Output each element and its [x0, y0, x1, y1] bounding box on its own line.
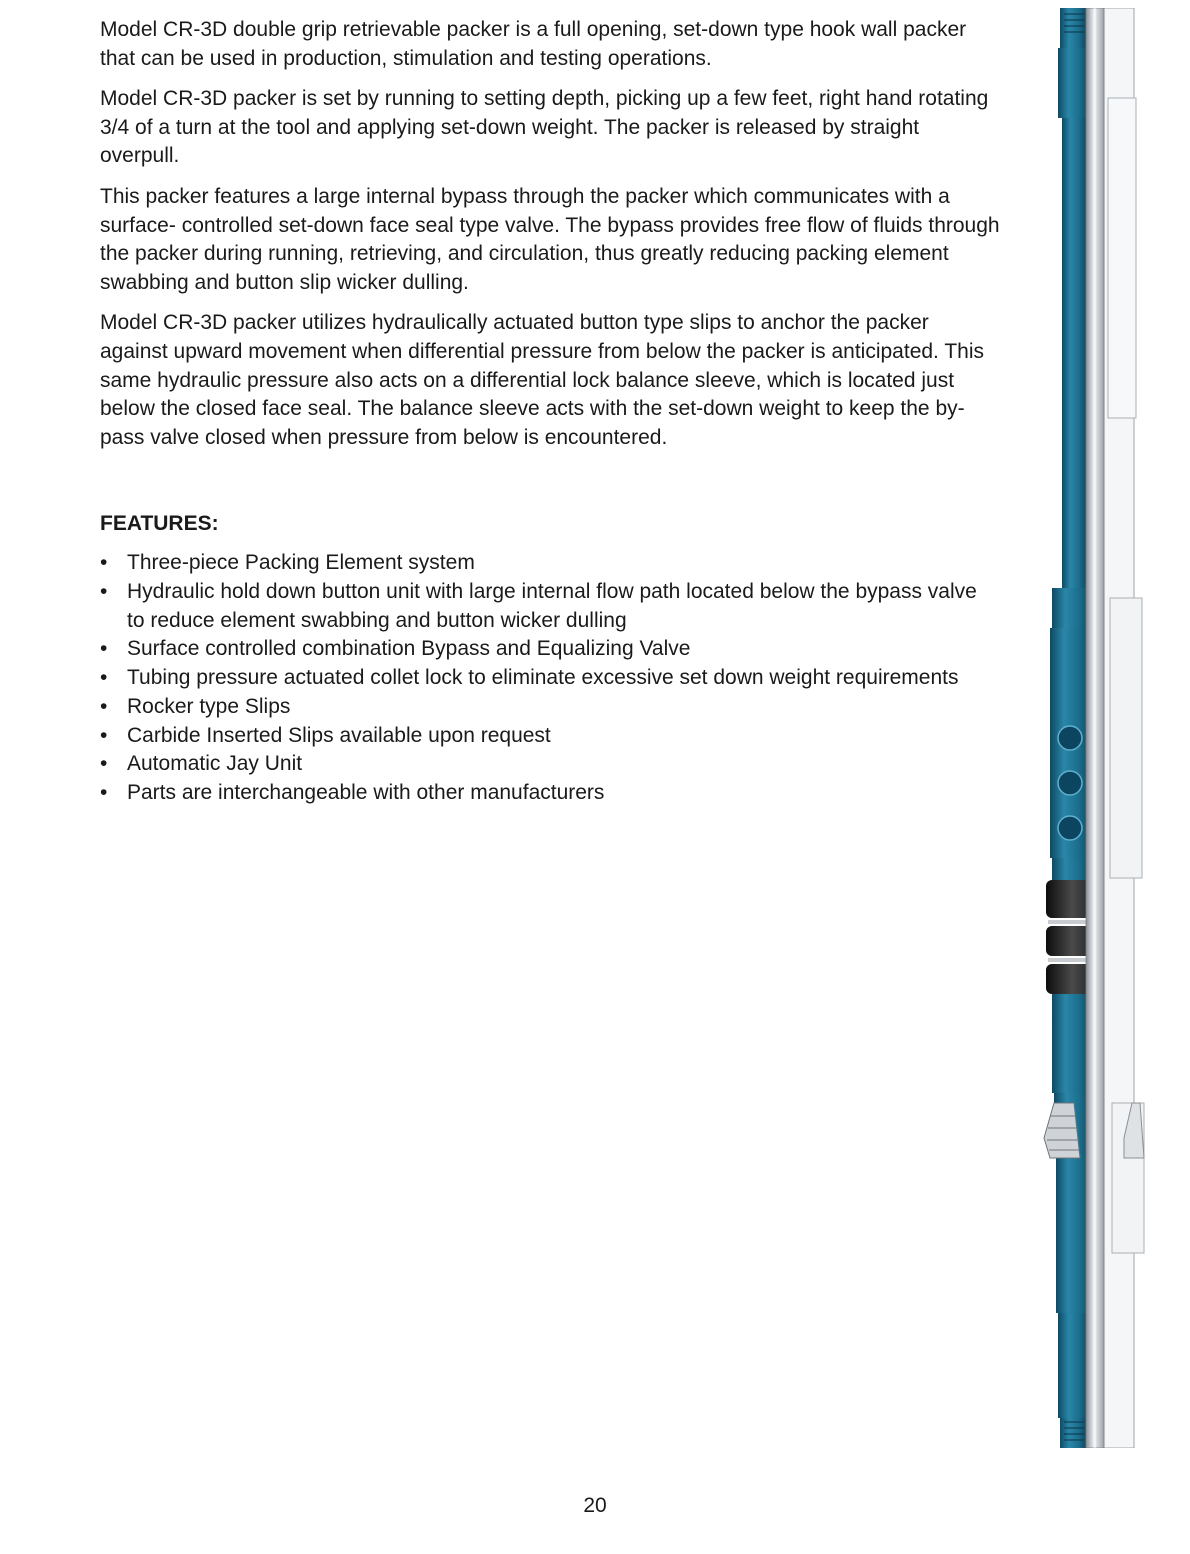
outline-half	[1104, 8, 1144, 1448]
paragraph-setting: Model CR-3D packer is set by running to setting depth, picking up a few feet, right hand rotating 3/4 of a turn at the tool and applying set-down weight. The packer is released by straight overpull.	[100, 87, 989, 168]
hold-down-buttons	[1058, 726, 1082, 840]
features-heading: FEATURES:	[100, 512, 219, 536]
feature-item: • Three-piece Packing Element system	[100, 549, 1000, 578]
feature-item: • Surface controlled combination Bypass and Equalizing Valve	[100, 635, 1000, 664]
features-list	[100, 549, 1000, 807]
feature-item: • Hydraulic hold down button unit with large internal flow path located below the bypass valve to reduce element swabbing and button wicker dulling	[100, 578, 1000, 635]
feature-item: • Parts are interchangeable with other manufacturers	[100, 779, 1000, 808]
feature-item: • Automatic Jay Unit	[100, 750, 1000, 779]
feature-item: • Tubing pressure actuated collet lock to eliminate excessive set down weight requirements	[100, 664, 1000, 693]
feature-item: • Rocker type Slips	[100, 693, 1000, 722]
paragraph-intro: Model CR-3D double grip retrievable packer is a full opening, set-down type hook wall packer that can be used in production, stimulation and testing operations.	[100, 18, 967, 70]
page-number: 20	[583, 1494, 607, 1517]
document-body	[100, 16, 1000, 808]
packer-tool-illustration	[1040, 8, 1150, 1448]
feature-item: • Carbide Inserted Slips available upon request	[100, 722, 1000, 751]
paragraph-hydraulic: Model CR-3D packer utilizes hydraulically actuated button type slips to anchor the packer against upward movement when differential pressure from below the packer is anticipated. This same hydraulic pressure also acts on a differential lock balance sleeve, which is located just below the closed face seal. The balance sleeve acts with the set-down weight to keep the by-pass valve closed when pressure from below is encountered.	[100, 311, 985, 449]
paragraph-bypass: This packer features a large internal bypass through the packer which communicates with a surface- controlled set-down face seal type valve. The bypass provides free flow of fluids through the packer during running, retrieving, and circulation, thus greatly reducing packing element swabbing and button slip wicker dulling.	[100, 184, 1000, 294]
